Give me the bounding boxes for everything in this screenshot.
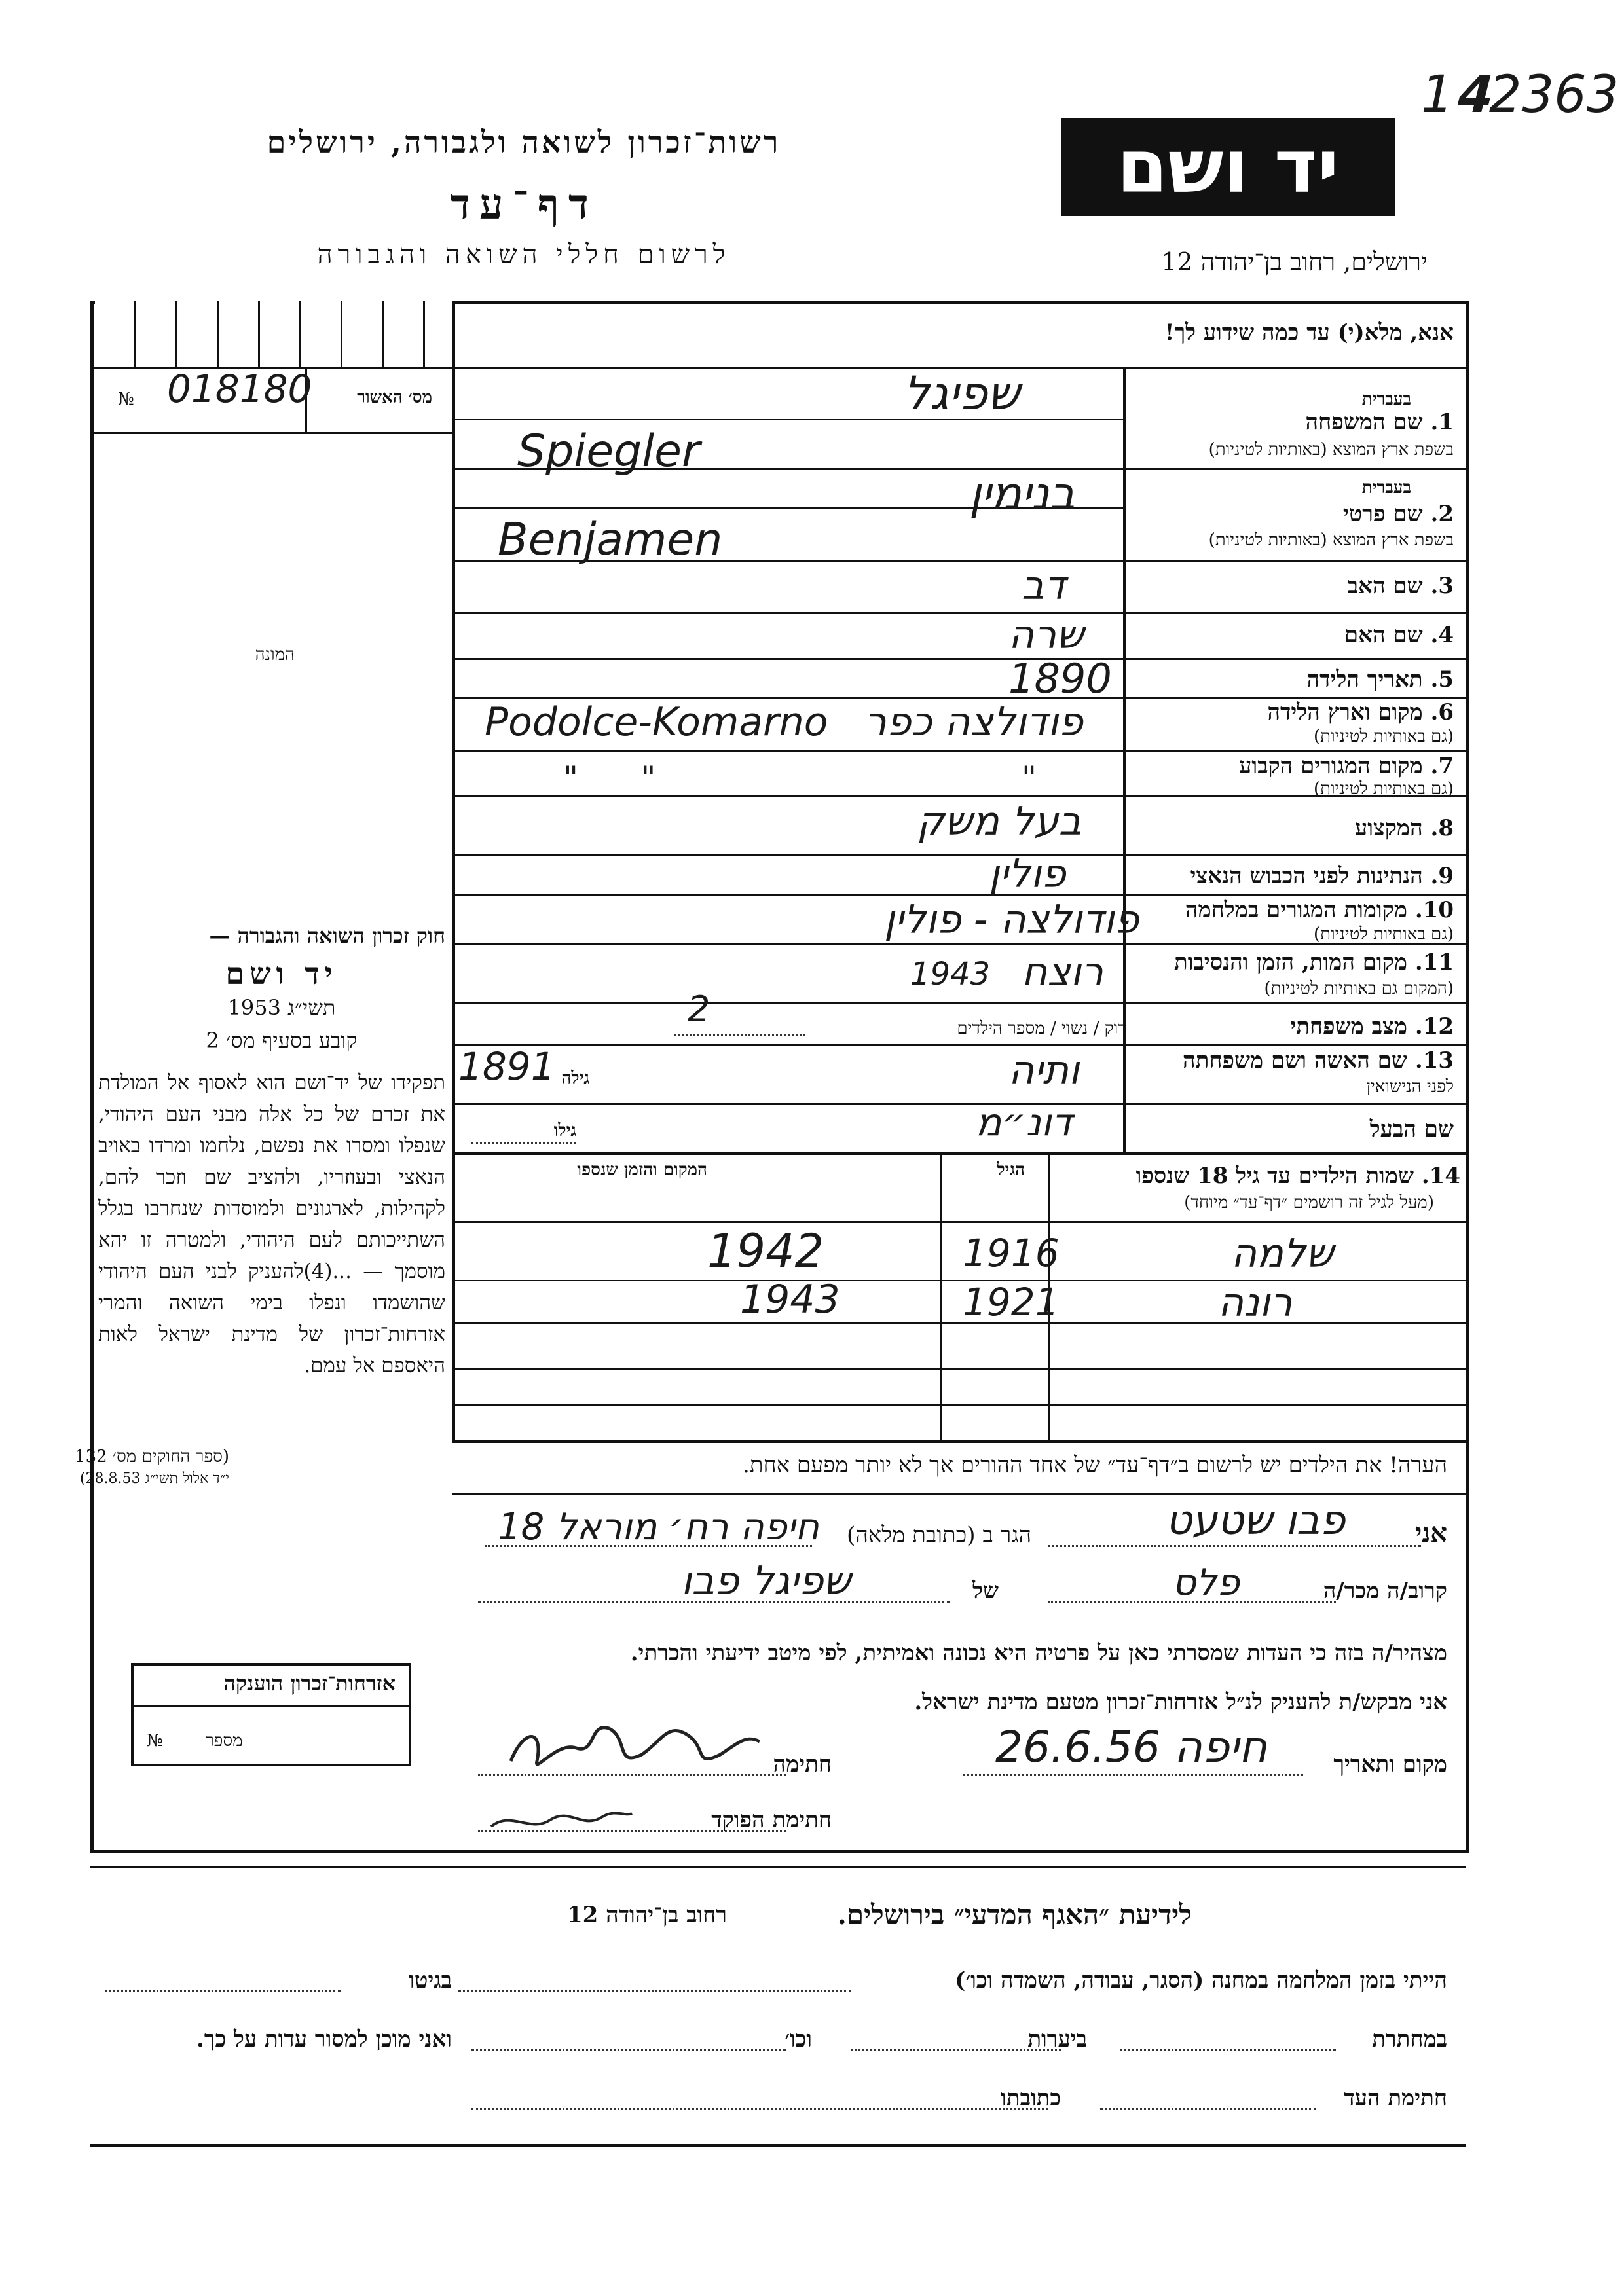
law-clause: קובע בסעיף מס׳ 2 — [206, 1028, 358, 1053]
law-source-2: י״ד אלול תשי״ג 28.8.53) — [79, 1470, 229, 1487]
child-place: 1942 — [707, 1224, 824, 1278]
signature-label: חתימה — [773, 1751, 832, 1777]
field13-label: 13. שם האשה ושם משפחתה — [1183, 1048, 1454, 1074]
husband-label: שם הבעל — [1369, 1116, 1454, 1142]
children-title: 14. שמות הילדים עד גיל 18 שנספו — [1135, 1163, 1460, 1189]
declarant-resides-label: הגר ב (כתובת מלאה) — [846, 1522, 1031, 1548]
field1-value-he: שפיגל — [904, 367, 1020, 420]
field1-sub: בשפת ארץ המוצא (באותיות לטיניות) — [1208, 440, 1454, 460]
field11-value: רוצח — [1022, 949, 1104, 995]
intro-text: אנא, מלא(י) עד כמה שידוע לך! — [1164, 319, 1454, 346]
law-body: תפקידו של יד־ושם הוא לאסוף אל המולדת את זכרם של כל אלה מבני העם היהודי, שנפלו ומסרו את נפשם, נלחמו ומרדו באויב הנאצי ובעוזריו, ולהציב שם וזכר להם, לקהילות, לארגונים ולמוסדות שנחרבו בגלל השתייכותם לעם היהודי, ולמטרה זו יהא מוסמך — ...(4)להעניק לבני העם היהודי שהושמדו ונפלו בימי השואה והמרי אזרחות־זכרון של מדינת ישראל לאות היאספם אל עמם. — [98, 1071, 445, 1377]
field5-value: 1890 — [1008, 655, 1112, 702]
field7-sub: (גם באותיות לטיניות) — [1313, 779, 1454, 799]
declarant-ani: אני — [1414, 1518, 1447, 1548]
officer-label: חתימת הפוקד — [711, 1807, 832, 1833]
field3-value: דב — [1022, 563, 1066, 609]
husband-age-label: גילו — [553, 1121, 576, 1140]
declarant-relation-label: קרוב/ה מכר/ה — [1323, 1578, 1447, 1604]
child-age: 1916 — [963, 1231, 1060, 1275]
place-date-label: מקום ותאריך — [1333, 1751, 1447, 1777]
bottom-title: לידיעת ״האגף המדעי״ בירושלים. — [837, 1899, 1192, 1931]
citizenship-title: אזרחות־זכרון הוענקה — [223, 1671, 396, 1696]
declarant-relation: פלס — [1172, 1561, 1240, 1604]
field6-label: 6. מקום וארץ הלידה — [1267, 699, 1454, 725]
field2-hebrew-tag: בעברית — [1361, 478, 1411, 498]
field10-value: פודולצה - פולין — [884, 897, 1139, 943]
field10-sub: (גם באותיות לטיניות) — [1313, 924, 1454, 944]
field12-children: 2 — [688, 989, 710, 1030]
field8-label: 8. המקצוע — [1354, 815, 1454, 841]
field4-value: שרה — [1008, 612, 1084, 658]
field6-value-he: פודולצה כפר — [864, 699, 1083, 745]
children-col-age: הגיל — [997, 1160, 1025, 1180]
declarant-of-value: שפיגל פבו — [681, 1558, 851, 1604]
bottom-ready: ואני מוכן למסור עדות על כך. — [196, 2026, 452, 2052]
ref-number-value: 018180 — [167, 367, 312, 411]
field8-value: בעל משק — [917, 799, 1082, 845]
form-subtitle: לרשום חללי השואה והגבורה — [317, 240, 731, 270]
field1-label: 1. שם המשפחה — [1305, 409, 1454, 435]
form-title: דף־עד — [450, 180, 598, 229]
note-text: הערה! את הילדים יש לרשום ב״דף־עד״ של אחד ההורים אך לא יותר מפעם אחת. — [742, 1452, 1447, 1478]
photo-label: המונה — [255, 645, 295, 665]
child-place: 1943 — [740, 1277, 840, 1322]
ref-number-prefix: № — [118, 390, 134, 409]
bottom-line1: הייתי בזמן המלחמה במחנה (הסגר, עבודה, השמדה וכו׳) — [955, 1967, 1447, 1994]
bottom-address: רחוב בן־יהודה 12 — [566, 1902, 727, 1928]
request-text: אני מבקש/ת להעניק לנ״ל אזרחות־זכרון מטעם מדינת ישראל. — [914, 1689, 1447, 1715]
field2-value-he: בנימין — [969, 468, 1075, 520]
field7-value-he: " — [1022, 759, 1037, 797]
citizenship-box — [131, 1663, 411, 1766]
law-year: תשי״ג 1953 — [227, 995, 336, 1020]
declarant-name: פבו שטעט — [1166, 1496, 1346, 1544]
husband-value: דונ״מ — [976, 1100, 1073, 1144]
declarant-address: חיפה רח׳ מוראל 18 — [498, 1506, 819, 1548]
field2-sub: בשפת ארץ המוצא (באותיות לטיניות) — [1208, 530, 1454, 550]
field2-value-lat: Benjamen — [498, 514, 723, 566]
field7-label: 7. מקום המגורים הקבוע — [1239, 753, 1454, 779]
children-col-place: המקום והזמן שנספו — [577, 1160, 707, 1180]
field11-sub: (המקום גם באותיות לטיניות) — [1264, 979, 1454, 998]
bottom-etc: וכו׳ — [784, 2026, 812, 2052]
field7-value-lat: " " — [563, 759, 656, 797]
field12-label: 12. מצב משפחתי — [1290, 1013, 1454, 1040]
archive-number: 1𝟰2363 — [1421, 65, 1619, 124]
yad-vashem-logo: יד ושם — [1061, 118, 1395, 216]
children-sub: (מעל לגיל זה רושמים ״דף־עד״ מיוחד) — [1184, 1193, 1434, 1212]
child-name: רונה — [1218, 1280, 1293, 1326]
bottom-forests: ביערות — [1027, 2026, 1087, 2052]
child-age: 1921 — [963, 1280, 1060, 1324]
declaration-text: מצהיר/ה בזה כי העדות שמסרתי כאן על פרטיה היא נכונה ואמיתית, לפי מיטב ידיעתי והכרתי. — [630, 1640, 1447, 1666]
field1-hebrew-tag: בעברית — [1361, 390, 1411, 409]
field9-label: 9. הנתינות לפני הכבוש הנאצי — [1190, 863, 1454, 889]
bottom-underground: במחתרת — [1372, 2026, 1447, 2052]
bottom-ghetto: בגיטו — [409, 1967, 452, 1994]
field10-label: 10. מקומות המגורים במלחמה — [1185, 897, 1454, 923]
place-date-value: חיפה 26.6.56 — [995, 1722, 1268, 1772]
ref-number-boxes — [95, 301, 452, 367]
law-source-1: (ספר החוקים מס׳ 132 — [75, 1447, 229, 1467]
bottom-witness-address: כתובתו — [1001, 2085, 1061, 2111]
field2-label: 2. שם פרטי — [1342, 501, 1454, 527]
field9-value: פולין — [989, 851, 1066, 897]
field11-label: 11. מקום המות, הזמן והנסיבות — [1173, 949, 1454, 975]
field5-label: 5. תאריך הלידה — [1306, 666, 1454, 693]
officer-signature — [485, 1797, 635, 1836]
authority-name: רשות־זכרון לשואה ולגבורה, ירושלים — [267, 124, 781, 160]
field13-age-label: גילה — [561, 1068, 589, 1088]
law-logo: יד ושם — [225, 956, 338, 991]
field12-status-options: רוק / נשוי / מספר הילדים — [957, 1019, 1126, 1038]
field11-year: 1943 — [910, 956, 991, 993]
field6-sub: (גם באותיות לטיניות) — [1313, 727, 1454, 746]
field1-value-lat: Spiegler — [517, 426, 700, 477]
bottom-witness-signature: חתימת העד — [1344, 2085, 1447, 2111]
field13-age: 1891 — [458, 1044, 555, 1089]
field13-value: ותיה — [1008, 1048, 1080, 1093]
field4-label: 4. שם האם — [1344, 622, 1454, 648]
field6-value-lat: Podolce-Komarno — [485, 699, 828, 745]
field13-sub: לפני הנישואין — [1366, 1077, 1454, 1097]
citizenship-number-label: מספר — [206, 1731, 243, 1751]
declarant-signature — [498, 1702, 773, 1787]
law-title: חוק זכרון השואה והגבורה — — [209, 923, 445, 948]
ref-number-label: מס׳ האשור — [357, 388, 432, 407]
header-address: ירושלים, רחוב בן־יהודה 12 — [1161, 247, 1428, 276]
declarant-of-label: של — [972, 1578, 999, 1604]
citizenship-prefix: № — [147, 1731, 163, 1751]
child-name: שלמה — [1231, 1231, 1334, 1277]
field3-label: 3. שם האב — [1347, 573, 1454, 599]
